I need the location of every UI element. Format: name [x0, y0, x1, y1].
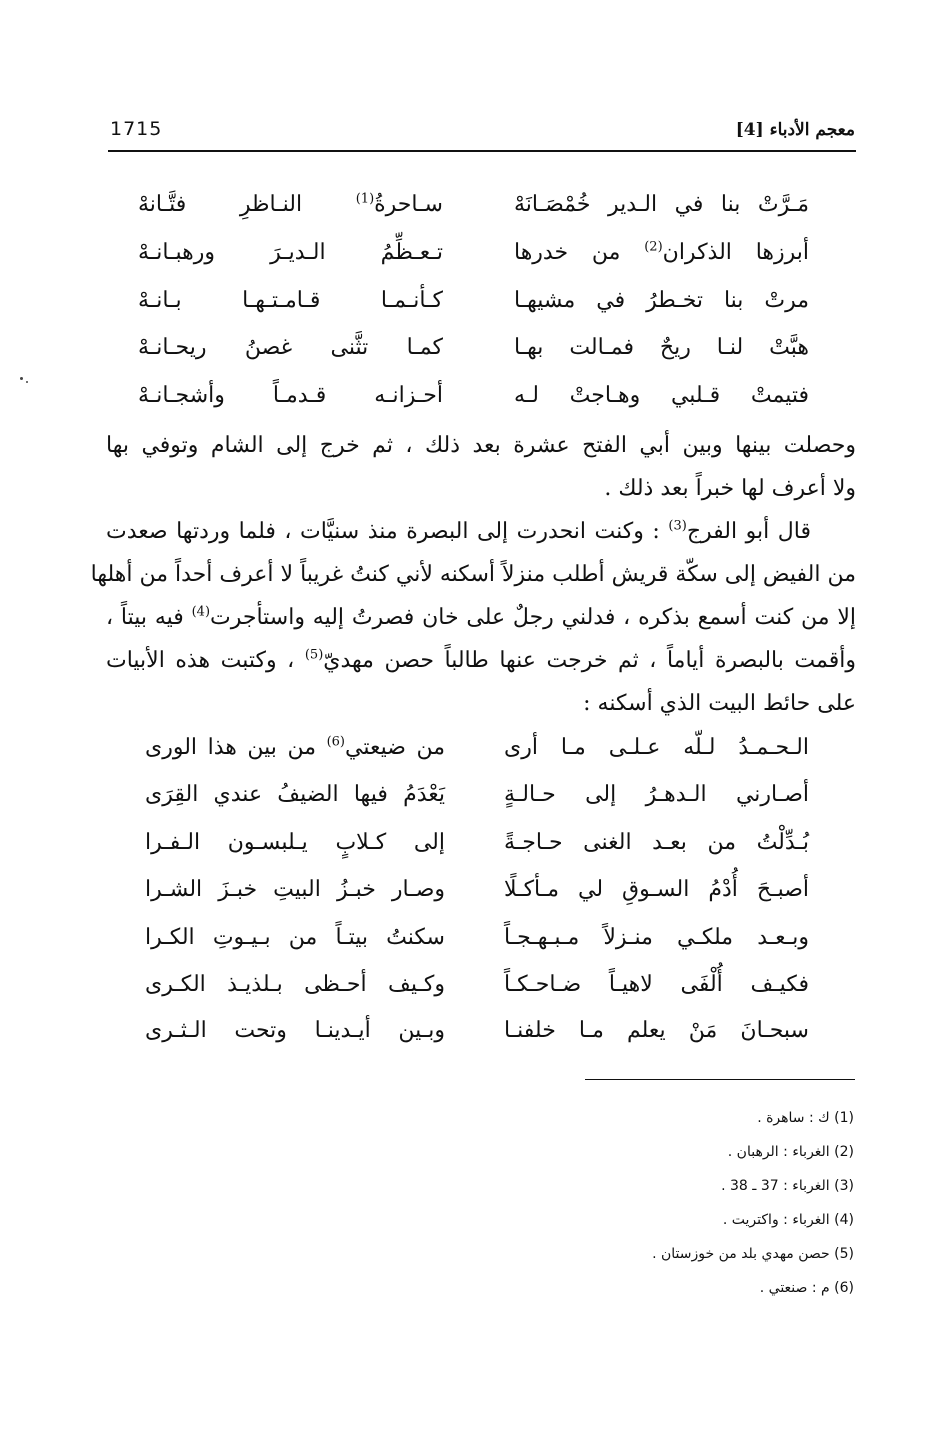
verse-first-hemistich: أبرزها الذكران$^{(2)}$ من خدرها [514, 239, 810, 265]
footnote: (1) ك : ساهرة . [757, 1110, 854, 1126]
verse-second-hemistich: كـأنـمـا قـامـتـهـا بـانـهْ [138, 288, 443, 313]
prose-paragraph [106, 424, 856, 510]
poem2-verse [110, 1007, 855, 1055]
prose-paragraph [90, 510, 857, 725]
scan-speck [20, 377, 23, 380]
footnote-ref: (5) [304, 647, 324, 663]
poem1-verse [110, 324, 855, 372]
verse-first-hemistich: مَـرَّتْ بنا في الـدير خُمْصَـانَهْ [514, 192, 809, 217]
verse-first-hemistich: فكيـف أُلْفَى لاهيـاً ضـاحـكـاً [504, 972, 809, 997]
verse-first-hemistich: فتيمتْ قـلبي وهـاجتْ لـه [514, 383, 809, 408]
page-number: 1715 [110, 118, 163, 140]
verse-first-hemistich: سبحـانَ مَنْ يعلم مـا خلفنـا [504, 1018, 809, 1043]
prose-line: من الفيض إلى سكّة قريش أطلب منزلاً أسكنه لأني كنتُ غريباً لا أعرف أحداً من أهلها [90, 562, 856, 587]
footnote-rule [585, 1079, 855, 1080]
verse-second-hemistich: كمـا تثَّنى غصنُ ريحـانـهْ [138, 335, 443, 360]
verse-first-hemistich: مرتْ بنا تخـطرُ في مشيهـا [514, 288, 809, 313]
poem2-verse [110, 961, 855, 1009]
prose-line: ولا أعرف لها خبراً بعد ذلك . [604, 476, 856, 501]
verse-second-hemistich: وكـيف أحـظى بـلذيـذ الكـرى [145, 972, 445, 997]
footnote: (3) الغرباء : 37 ـ 38 . [721, 1178, 854, 1194]
poem1-verse [110, 372, 855, 420]
poem1-verse [110, 229, 855, 277]
verse-first-hemistich: الـحـمـدُ لـلّه عـلـى مـا أرى [504, 735, 809, 760]
running-title: معجم الأدباء [4] [735, 120, 855, 140]
prose-line: على حائط البيت الذي أسكنه : [583, 691, 856, 716]
prose-line: إلا من كنت أسمع بذكره ، فدلني رجلٌ على خان فصرتُ إليه واستأجرت$^{(4)}$ فيه بيتاً ، [106, 604, 856, 630]
poem2-verse [110, 771, 855, 819]
page-header [110, 118, 855, 148]
footnote: (5) حصن مهدي بلد من خوزستان . [652, 1246, 854, 1262]
verse-second-hemistich: أحـزانـه قـدمـاً وأشجـانـهْ [138, 383, 443, 408]
verse-second-hemistich: سكنتُ بيتـاً من بـيـوتِ الكـرا [145, 925, 445, 950]
verse-first-hemistich: وبـعـد ملكـي منـزلاً مـبـهـجـاً [504, 925, 809, 950]
header-rule [108, 150, 856, 152]
footnote-ref: (1) [355, 191, 375, 207]
verse-second-hemistich: يَعْدَمُ فيها الضيفُ عندي القِرَى [145, 782, 445, 807]
verse-second-hemistich: سـاحرةُ$^{(1)}$ النـاظرِ فتَّـانهْ [138, 191, 443, 217]
verse-second-hemistich: وصـار خبـزُ البيتِ خبـزَ الشـرا [145, 877, 445, 902]
footnote-ref: (3) [668, 518, 687, 534]
poem2-verse [110, 866, 855, 914]
prose-line: وحصلت بينها وبين أبي الفتح عشرة بعد ذلك ، ثم خرج إلى الشام وتوفي بها [106, 433, 856, 458]
footnote-ref: (6) [326, 734, 345, 750]
prose-line: وأقمت بالبصرة أياماً ، ثم خرجت عنها طالباً حصن مهديّ$^{(5)}$ ، وكتبت هذه الأبيات [106, 647, 857, 673]
verse-first-hemistich: أصبـحَ أُدْمُ السـوقِ لي مـأكـلًا [504, 877, 809, 902]
prose-line: قال أبو الفرج$^{(3)}$ : وكنت انحدرت إلى البصرة منذ سنيَّات ، فلما وردتها صعدت [106, 518, 812, 544]
verse-first-hemistich: أصـارني الـدهـرُ إلى حـالـةٍ [504, 782, 809, 807]
footnote: (6) م : صنعتي . [759, 1280, 854, 1296]
footnote: (2) الغرباء : الرهبان . [727, 1144, 854, 1160]
verse-first-hemistich: بُـدِّلْتُ من بعـد الغنى حـاجـةً [504, 830, 809, 855]
verse-second-hemistich: إلى كـلابٍ يـلبسـون الـفـرا [145, 830, 445, 855]
scan-speck [26, 381, 28, 383]
footnote-ref: (2) [644, 239, 663, 255]
footnote-ref: (4) [191, 604, 211, 620]
footnote: (4) الغرباء : واكتريت . [722, 1212, 854, 1228]
poem2-verse [110, 724, 855, 772]
poem2-verse [110, 819, 855, 867]
footnotes [354, 1104, 854, 1308]
verse-second-hemistich: وبـين أيـدينـا وتحت الـثـرى [145, 1018, 445, 1043]
verse-second-hemistich: من ضيعتي$^{(6)}$ من بين هذا الورى [145, 734, 445, 760]
verse-first-hemistich: هبَّتْ لنـا ريحٌ فمـالت بهـا [514, 335, 809, 360]
verse-second-hemistich: تـعـظِّمُ الـديـرَ ورهبـانـهْ [138, 240, 443, 265]
poem1-verse [110, 181, 855, 229]
poem1-verse [110, 277, 855, 325]
poem2-verse [110, 914, 855, 962]
